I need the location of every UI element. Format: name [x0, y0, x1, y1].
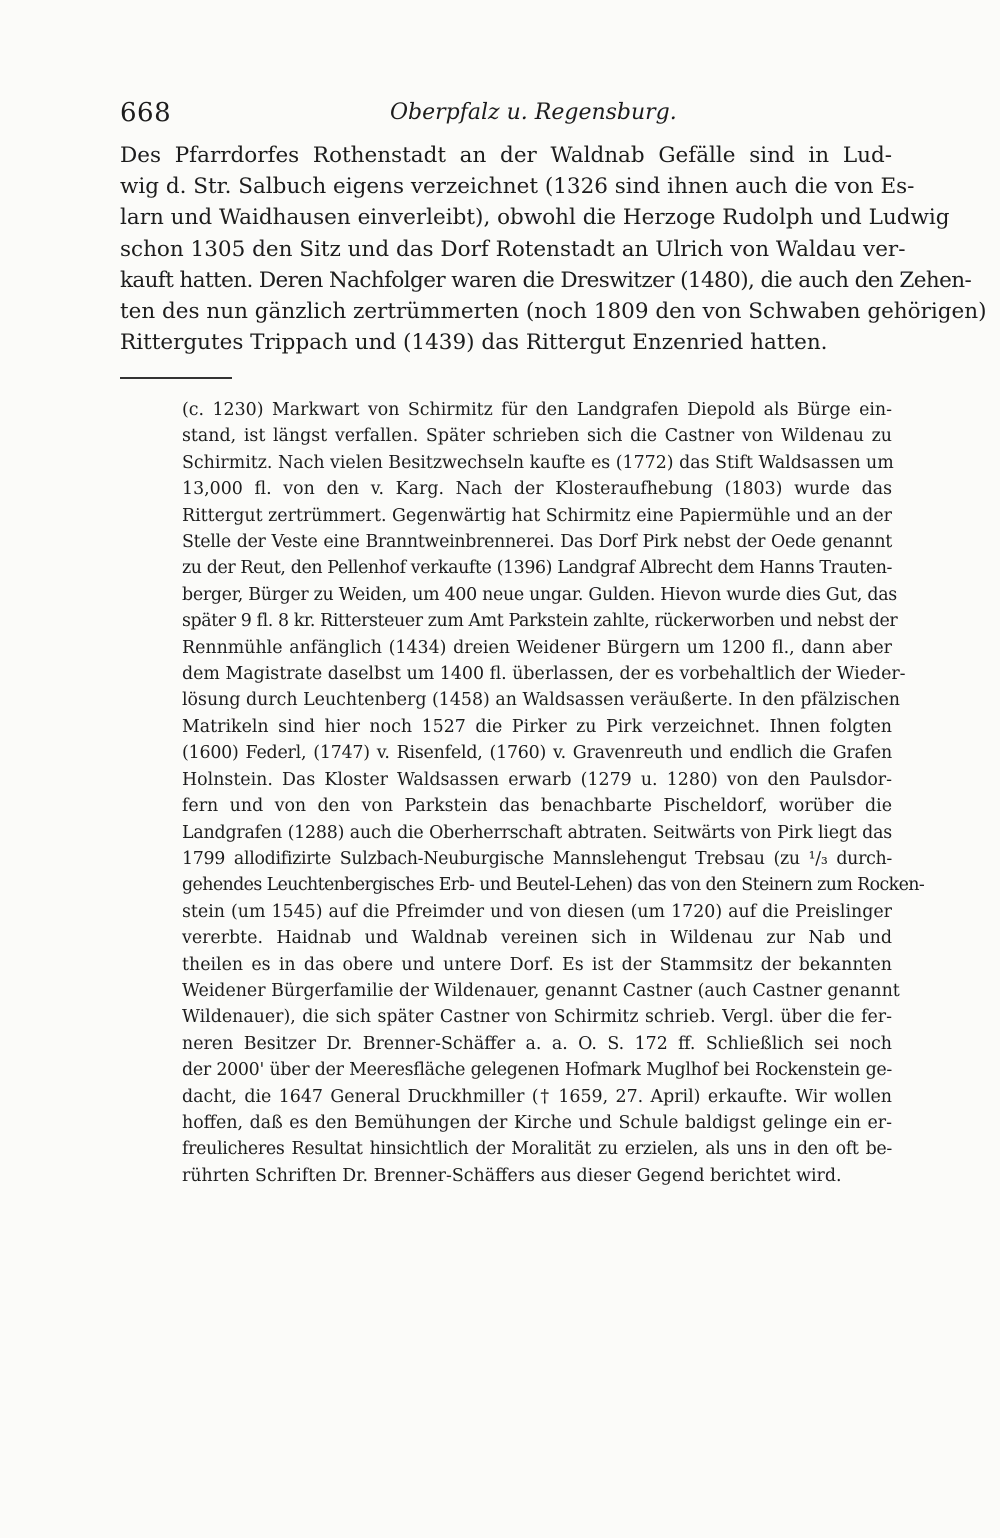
footnote-line: (1600) Federl, (1747) v. Risenfeld, (1760) v. Gravenreuth und endlich die Grafen	[182, 743, 892, 764]
footnote-line: Rittergut zertrümmert. Gegenwärtig hat Schirmitz eine Papiermühle und an der	[182, 505, 892, 526]
footnote-line: zu der Reut, den Pellenhof verkaufte (1396) Landgraf Albrecht dem Hanns Trauten-	[182, 558, 892, 579]
footnote-line: berger, Bürger zu Weiden, um 400 neue ungar. Gulden. Hievon wurde dies Gut, das	[182, 584, 897, 605]
footnote-line: Holnstein. Das Kloster Waldsassen erwarb (1279 u. 1280) von den Paulsdor-	[182, 769, 892, 790]
text-line: Rittergutes Trippach und (1439) das Rittergut Enzenried hatten.	[120, 330, 828, 356]
page-header	[120, 98, 892, 128]
text-line: wig d. Str. Salbuch eigens verzeichnet (1326 sind ihnen auch die von Es-	[120, 174, 915, 200]
footnote-line: Wildenauer), die sich später Castner von Schirmitz schrieb. Vergl. über die fer-	[182, 1007, 892, 1028]
text-line: schon 1305 den Sitz und das Dorf Rotenstadt an Ulrich von Waldau ver-	[120, 236, 906, 262]
running-title: Oberpfalz u. Regensburg.	[390, 100, 677, 125]
footnote-line: 13,000 fl. von den v. Karg. Nach der Klosteraufhebung (1803) wurde das	[182, 479, 892, 500]
footnote-separator-rule	[120, 377, 232, 379]
text-line: Des Pfarrdorfes Rothenstadt an der Waldnab Gefälle sind in Lud-	[120, 143, 892, 168]
footnote-line: fern und von den von Parkstein das benachbarte Pischeldorf, worüber die	[182, 796, 892, 817]
footnote-line: Matrikeln sind hier noch 1527 die Pirker zu Pirk verzeichnet. Ihnen folgten	[182, 716, 892, 737]
footnote-line: später 9 fl. 8 kr. Rittersteuer zum Amt Parkstein zahlte, rückerworben und nebst der	[182, 611, 898, 632]
page-number: 668	[120, 98, 172, 128]
footnote-line: Rennmühle anfänglich (1434) dreien Weidener Bürgern um 1200 fl., dann aber	[182, 637, 892, 658]
main-paragraph	[120, 140, 987, 358]
footnote-line: theilen es in das obere und untere Dorf. Es ist der Stammsitz der bekannten	[182, 954, 892, 975]
text-line: larn und Waidhausen einverleibt), obwohl die Herzoge Rudolph und Ludwig	[120, 205, 950, 231]
footnote-line: dacht, die 1647 General Druckhmiller († 1659, 27. April) erkaufte. Wir wollen	[182, 1086, 892, 1107]
footnote-line: Landgrafen (1288) auch die Oberherrschaft abtraten. Seitwärts von Pirk liegt das	[182, 822, 892, 843]
footnote-line: (c. 1230) Markwart von Schirmitz für den Landgrafen Diepold als Bürge ein-	[182, 400, 892, 420]
footnote-line: Stelle der Veste eine Branntweinbrennerei. Das Dorf Pirk nebst der Oede genannt	[182, 532, 892, 553]
footnote-line: 1799 allodifizirte Sulzbach-Neuburgische Mannslehengut Trebsau (zu ¹/₃ durch-	[182, 848, 892, 869]
footnote-line: stein (um 1545) auf die Pfreimder und von diesen (um 1720) auf die Preislinger	[182, 901, 892, 922]
footnote-line: vererbte. Haidnab und Waldnab vereinen sich in Wildenau zur Nab und	[182, 928, 892, 949]
footnote-line: freulicheres Resultat hinsichtlich der Moralität zu erzielen, als uns in den oft be-	[182, 1139, 892, 1160]
footnote-block	[182, 397, 925, 1189]
footnote-line: stand, ist längst verfallen. Später schrieben sich die Castner von Wildenau zu	[182, 426, 892, 447]
footnote-line: hoffen, daß es den Bemühungen der Kirche und Schule baldigst gelinge ein er-	[182, 1112, 892, 1133]
footnote-line: Schirmitz. Nach vielen Besitzwechseln kaufte es (1772) das Stift Waldsassen um	[182, 452, 894, 473]
footnote-line: rührten Schriften Dr. Brenner-Schäffers aus dieser Gegend berichtet wird.	[182, 1165, 842, 1186]
footnote-line: Weidener Bürgerfamilie der Wildenauer, genannt Castner (auch Castner genannt	[182, 980, 900, 1001]
text-line: kauft hatten. Deren Nachfolger waren die Dreswitzer (1480), die auch den Zehen-	[120, 267, 972, 293]
footnote-line: gehendes Leuchtenbergisches Erb- und Beutel-Lehen) das von den Steinern zum Rocken-	[182, 875, 925, 896]
text-line: ten des nun gänzlich zertrümmerten (noch 1809 den von Schwaben gehörigen)	[120, 299, 987, 325]
footnote-line: der 2000' über der Meeresfläche gelegenen Hofmark Muglhof bei Rockenstein ge-	[182, 1060, 892, 1081]
footnote-line: dem Magistrate daselbst um 1400 fl. überlassen, der es vorbehaltlich der Wieder-	[182, 664, 906, 685]
footnote-line: neren Besitzer Dr. Brenner-Schäffer a. a. O. S. 172 ff. Schließlich sei noch	[182, 1033, 892, 1054]
footnote-line: lösung durch Leuchtenberg (1458) an Waldsassen veräußerte. In den pfälzischen	[182, 690, 900, 711]
